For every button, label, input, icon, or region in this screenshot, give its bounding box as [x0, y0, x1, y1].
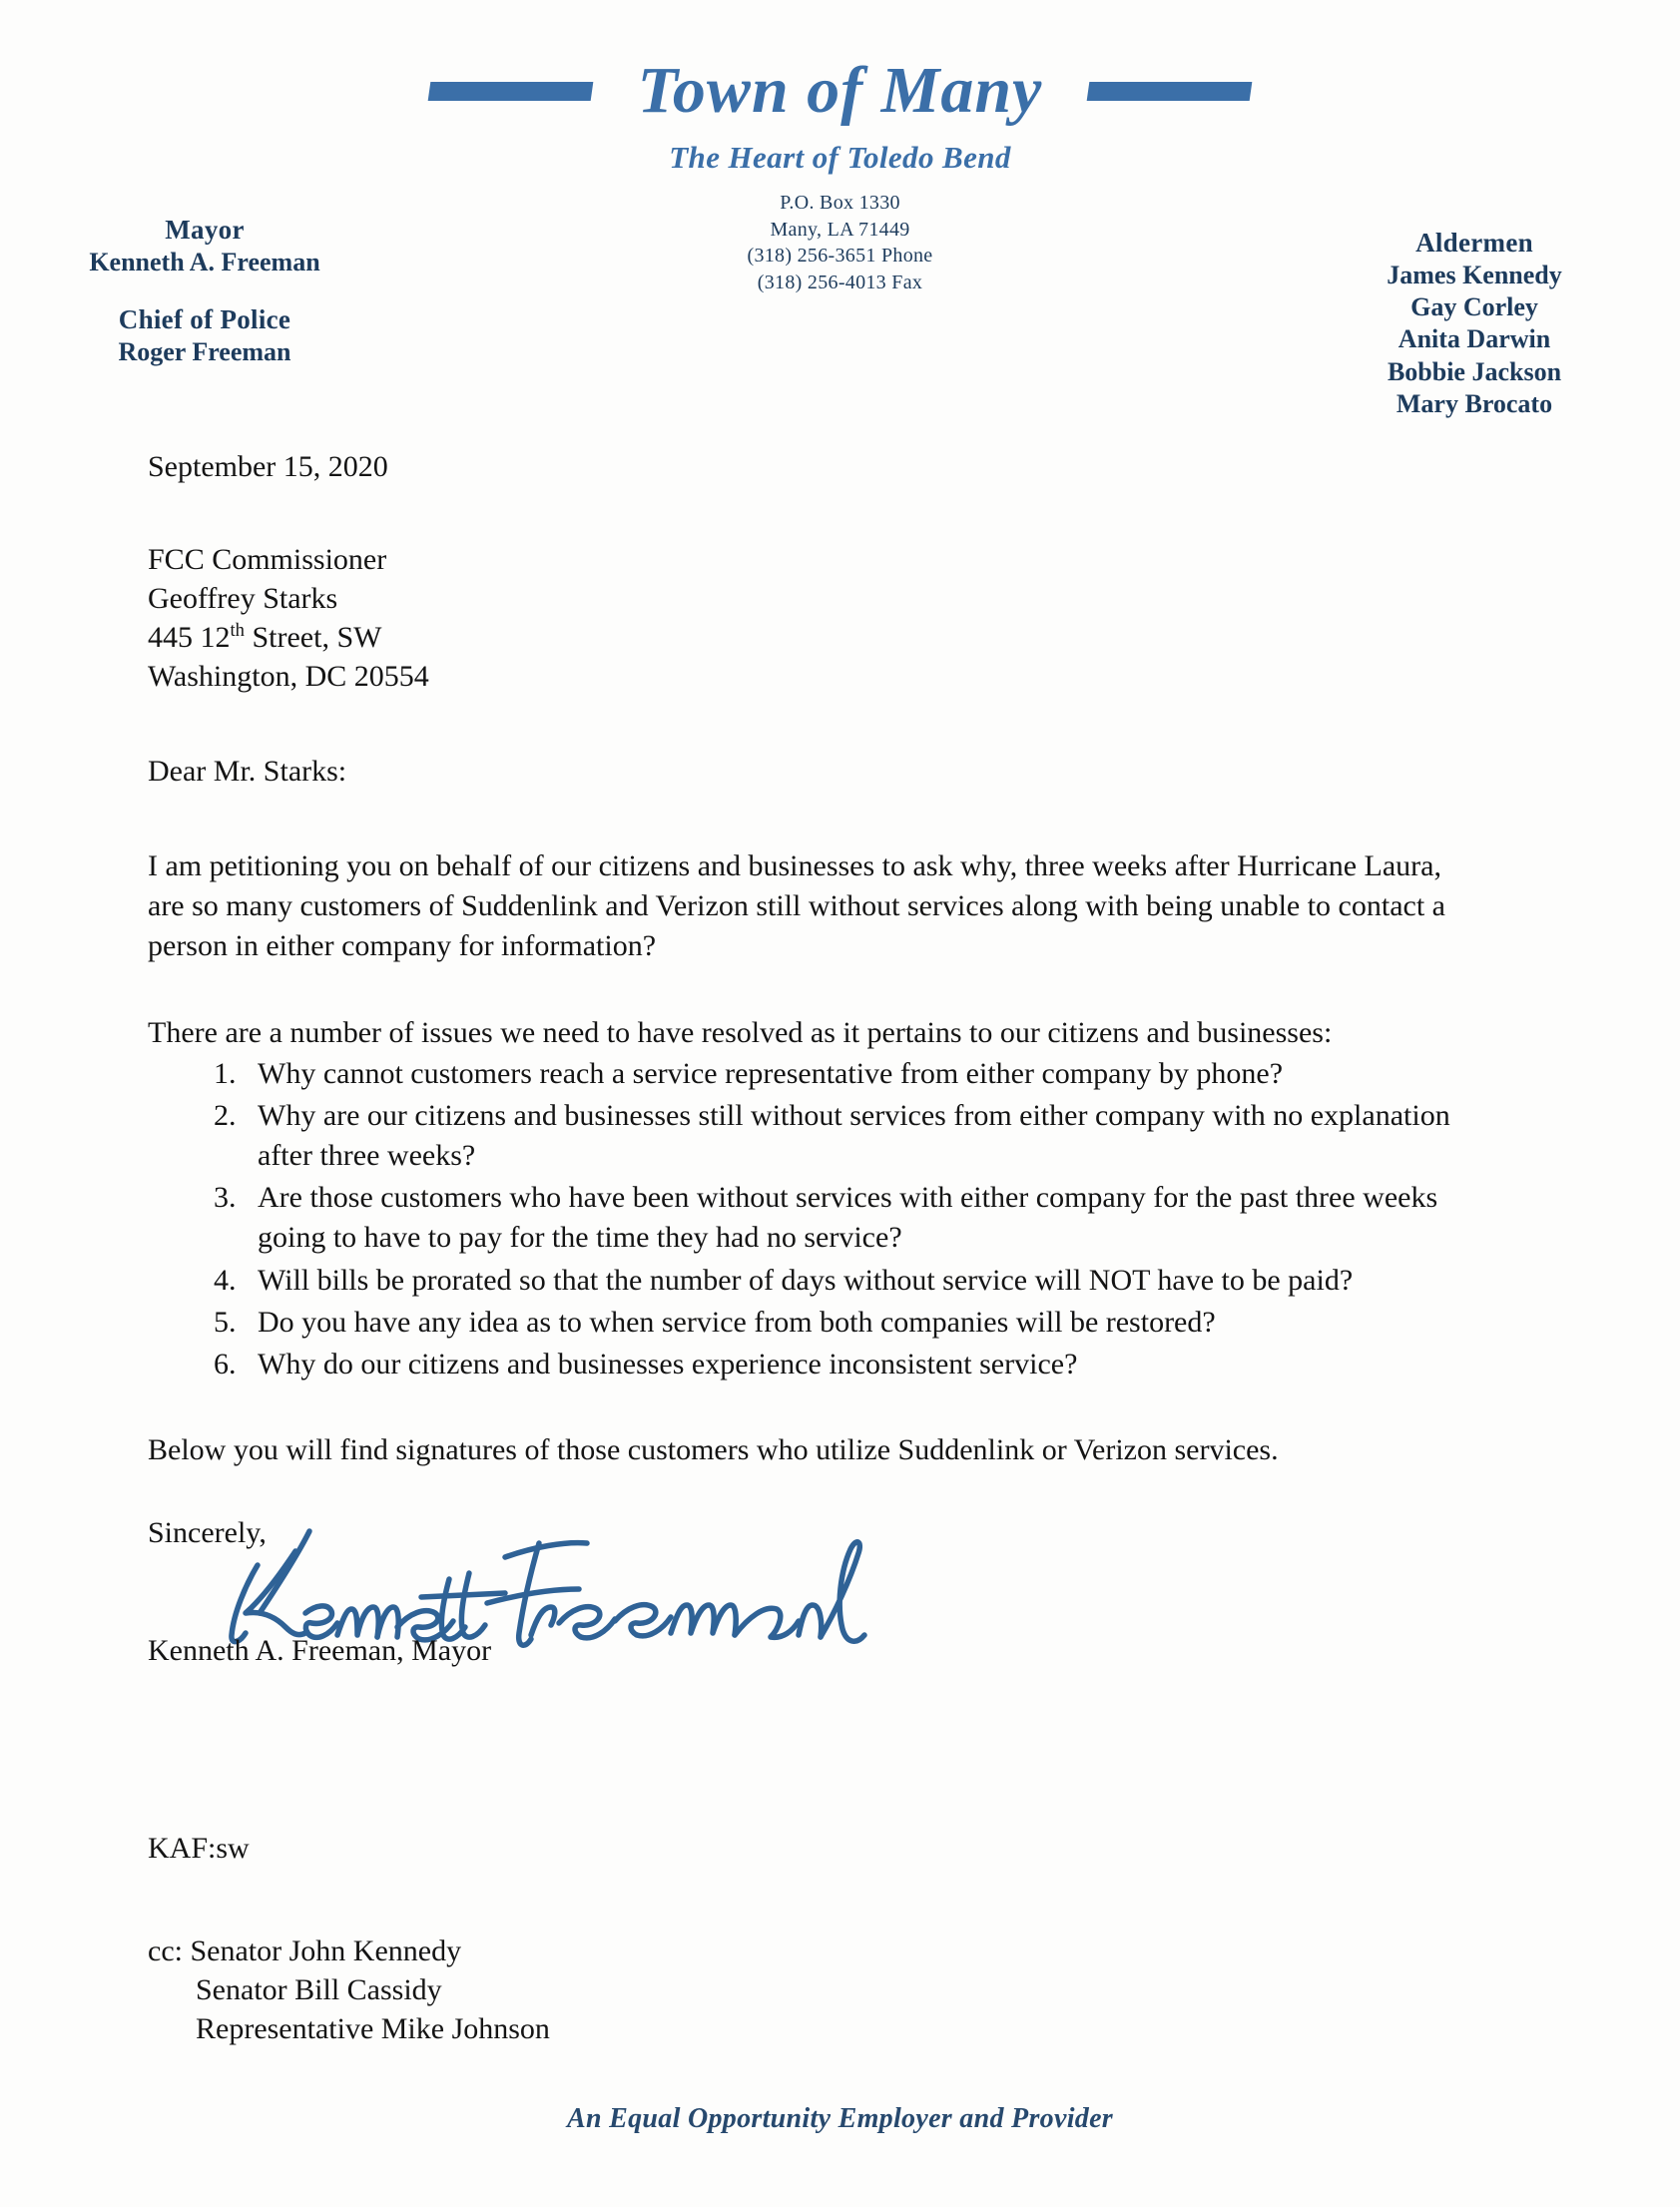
alderman-name: James Kennedy	[1387, 260, 1562, 289]
town-title: Town of Many	[637, 54, 1043, 127]
cc-block	[148, 1931, 1485, 2048]
issues-list	[148, 1054, 1485, 1385]
letterhead-officials-left	[40, 215, 369, 368]
issue-item: 4. Will bills be prorated so that the number of days without service will NOT have to be paid?	[244, 1261, 1485, 1301]
town-tagline: The Heart of Toledo Bend	[669, 140, 1011, 175]
alderman-name: Mary Brocato	[1396, 388, 1553, 418]
signature-area	[148, 1513, 1485, 1681]
address-city-state-zip: Many, LA 71449	[770, 218, 910, 241]
salutation: Dear Mr. Starks:	[148, 755, 347, 788]
letterhead	[0, 0, 1680, 418]
recipient-street	[148, 618, 1485, 657]
chief-of-police-role-label: Chief of Police	[118, 304, 291, 335]
closing-paragraph: Below you will find signatures of those customers who utilize Suddenlink or Verizon services.	[148, 1433, 1279, 1467]
letter-body	[148, 447, 1485, 2048]
mayor-role-label: Mayor	[165, 215, 245, 245]
cc-recipient: Senator Bill Cassidy	[196, 1973, 442, 2007]
alderman-name: Anita Darwin	[1398, 324, 1551, 354]
mayor-name: Kenneth A. Freeman	[89, 247, 320, 276]
alderman-name: Bobbie Jackson	[1387, 356, 1562, 386]
opening-paragraph: I am petitioning you on behalf of our citizens and businesses to ask why, three weeks after Hurricane Laura, are so many customers of Suddenlink and Verizon still without services along with being unable to contact a person in either company for information?	[148, 849, 1445, 963]
address-phone: (318) 256-3651 Phone	[747, 245, 933, 268]
issue-item: 6. Why do our citizens and businesses experience inconsistent service?	[244, 1345, 1485, 1384]
address-fax: (318) 256-4013 Fax	[757, 271, 923, 293]
decorative-bar-left	[427, 82, 593, 101]
recipient-address-block	[148, 540, 1485, 696]
recipient-street-ordinal: th	[230, 620, 245, 641]
decorative-bar-right	[1087, 82, 1253, 101]
issue-item: 3. Are those customers who have been without services with either company for the past three weeks going to have to pay for the time they had no service?	[244, 1178, 1485, 1258]
cc-first-line: cc: Senator John Kennedy	[148, 1934, 462, 1968]
issue-item: 1. Why cannot customers reach a service representative from either company by phone?	[244, 1054, 1485, 1094]
chief-of-police-name: Roger Freeman	[118, 336, 291, 366]
typist-initials: KAF:sw	[148, 1832, 250, 1866]
recipient-street-rest: Street, SW	[244, 621, 382, 654]
sign-off: Sincerely,	[148, 1516, 267, 1550]
signer-name: Kenneth A. Freeman, Mayor	[148, 1634, 492, 1668]
aldermen-heading: Aldermen	[1415, 228, 1533, 258]
issues-intro: There are a number of issues we need to have resolved as it pertains to our citizens and businesses:	[148, 1015, 1333, 1049]
page-footer: An Equal Opportunity Employer and Provider	[567, 2103, 1113, 2134]
address-po-box: P.O. Box 1330	[780, 192, 900, 214]
letterhead-aldermen	[1315, 228, 1634, 420]
recipient-city-state-zip: Washington, DC 20554	[148, 660, 429, 693]
recipient-name: Geoffrey Starks	[148, 582, 338, 615]
alderman-name: Gay Corley	[1410, 292, 1538, 322]
issue-item: 5. Do you have any idea as to when service from both companies will be restored?	[244, 1303, 1485, 1343]
recipient-street-number: 445 12	[148, 621, 231, 654]
recipient-title: FCC Commissioner	[148, 543, 387, 576]
issue-item: 2. Why are our citizens and businesses still without services from either company with no explanation after three weeks?	[244, 1096, 1485, 1176]
town-title-row	[0, 54, 1680, 127]
letter-date: September 15, 2020	[148, 450, 388, 483]
cc-recipient: Representative Mike Johnson	[196, 2012, 550, 2046]
